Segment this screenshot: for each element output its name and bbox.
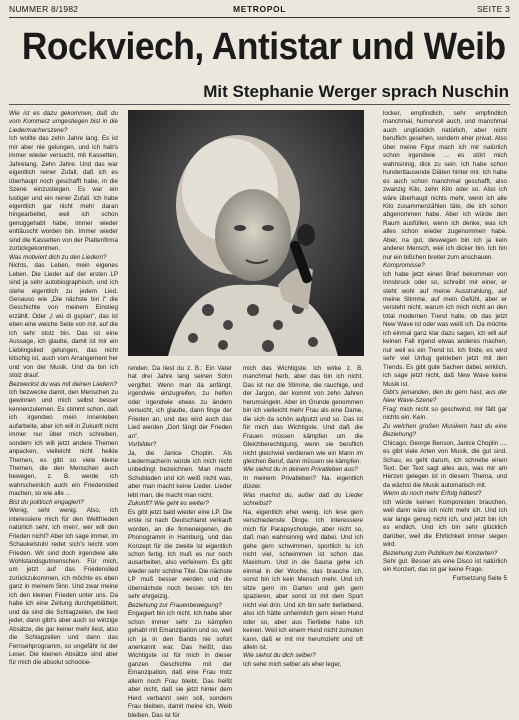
interview-answer: Ja, die Janice Choplin. Als Liedermacherin würde ich mich nicht unbedingt bezeichnen. Man macht Schubladen und ich weiß nicht was, aber man macht keine Lieder. Lieder lebt man, die macht man nicht. — [128, 449, 232, 499]
interview-answer: Es gibt jetzt bald wieder eine LP. Die erste ist nach Deutschland verkauft worden, an die firmeneigenen, die Phonogramm in Hamburg, und das Konzept für die zweite ist eigentlich schon fertig. Ich muß es nur noch ausarbeiten, also verfeinern. Es gibt wieder sehr schöne Titel. Die nächste LP muß besser werden und die übernächste noch besser. Ich bin sehr ehrgeizig. — [128, 508, 232, 601]
interview-answer: Ich wollte das zehn Jahre lang. Es ist mir aber nie gelungen, und ich hab's immer wieder versucht, mit Kassetten, Jahrelang. Zehn Jahre. Und das war eigentlich reiner Zufall, daß ich es überhaupt noch geschafft habe, in die Szene einzusteigen. Es war ein lustiger und ein reiner Zufall. Ich habe eigentlich gar nicht mehr daran hingearbeitet, weil ich schon genuggehabt habe, immer wieder enttäuscht worden bin. Immer wieder sind die Kassetten von der Plattenfirma zurückgekommen. — [9, 135, 118, 253]
interview-question: Zu welchen großen Musikern hast du eine Beziehung? — [383, 422, 507, 439]
page-number: SEITE 3 — [476, 4, 510, 14]
article-column-1 — [9, 110, 118, 668]
interview-question: Was motiviert dich zu den Liedern? — [9, 253, 107, 261]
interview-question: Wie siehst du in deinem Privatleben aus? — [243, 466, 358, 474]
interview-question: Beziehung zur Frauenbewegung? — [128, 601, 222, 609]
article-headline: Rockviech, Antistar und Weib — [21, 26, 506, 68]
interview-question: Gibt's jemanden, den du gern hast, aus der New Wave-Szene? — [383, 388, 507, 405]
interview-answer: Na, eigentlich eher wenig. Ich lese gern verschiedenste Dinge. Ich interessiere mich für Parapsychologie, aber nicht so, daß man wahnsinnig wird dabei. Und ich gehe gern schwimmen, sportlich tu ich nicht viel, schwimmen ist schon das Maximum. Und in die Sauna gehe ich einmal in der Woche, das brauche ich, sonst bin ich kein Mensch mehr. Und ich sitze gern im Garten und geh gern spazieren, aber sonst ist mit dem Sport nicht viel drin. Und ich bin sehr tierliebend, also ich hätte unheimlich gern einen Hund oder so, aber aus Tierliebe habe ich keinen. Weil ich einem Hund nicht zumuten kann, daß er mit mir herumzieht und oft allein ist. — [243, 508, 363, 651]
portrait-photo-illustration — [128, 110, 364, 356]
interview-answer: Ich sehe mich selber als eher leger, — [243, 660, 342, 668]
publication-name: METROPOL — [233, 4, 286, 14]
interview-answer: Ich bezwecke damit, den Menschen zu gewinnen und mich selbst besser kennenzulernen. Es stimmt schon, daß ich irgendwo mein Innenleben aufarbeite, aber ich will in Zukunft nicht immer nur über mich schreiben, sondern ich will jetzt andere Themen anpacken, vielleicht nicht heikle Themen, es gibt so viele kleine Themen, die den Menschen auch bewegen, z. B. werde ich wahrscheinlich auch ein Friedenslied machen, so wie alle ... — [9, 388, 118, 498]
interview-answer: Engagiert bin ich nicht. Ich habe aber schon immer sehr zu kämpfen gehabt mit Emanzipation und so, weil ich ja in den Bands nie sofort anerkannt war. Das heißt, das Wichtigste ist für mich in dieser ganzen Geschichte mit der Emanzipation, daß eine Frau trotz allem noch Frau bleibt. Das heißt aber nicht, daß sie jetzt hinter dem Herd verbannt sein soll, sondern Frau bleiben, damit meine ich, Weib bleiben. Das ist für — [128, 610, 232, 719]
article-subheadline: Mit Stephanie Werger sprach Nuschin — [203, 82, 509, 101]
interview-question: Vorbilder? — [128, 441, 157, 449]
interview-question: Bezweckst du was mit deinen Liedern? — [9, 380, 118, 388]
interview-answer: In meinem Privatleben? Na, eigentlich düster. — [243, 474, 363, 491]
interview-answer: Sehr gut. Besser als eine Disco ist natürlich ein Konzert, das ist gar keine Frage. — [383, 558, 507, 574]
interview-answer: locker, empfindlich, sehr empfindlich manchmal, humorvoll auch, und manchmal auch unglücklich natürlich, aber nicht beruflich gesehen, sondern eher privat. Also über meine Figur mach ich mir natürlich schon irgendwie ... es stört mich wahnsinnig, dick zu sein. Ich habe schon hunderttausende Diäten hinter mir. Ich habe es auch schon manchmal geschafft, also zwanzig Kilo, zehn Kilo oder so. Also ich wäre überhaupt nichts mehr, wenn ich alle Kilo zusammenzählen täte, die ich schon abgenommen habe. Aber ich würde den Raum ausfüllen, wenn ich denke, was ich alles schon wieder zugenommen habe. Aber, na gut, deswegen bin ich ja kein anderer Mensch, weil ich dicker bin. Ich bin nur ein bißchen breiter zum anschauen. — [383, 110, 507, 261]
interview-question: Beziehung zum Publikum bei Konzerten? — [383, 549, 498, 557]
interview-question: Wie ist es dazu gekommen, daß du vom Kommerz umgestiegen bist in die Liedermacherszene? — [9, 110, 118, 134]
interview-question: Was machst du, außer daß du Lieder schreibst? — [243, 491, 363, 508]
interview-answer: Ich habe jetzt einen Brief bekommen von Innsbruck oder so, schreibt mir einer, er steht wohl auf meine Ausstrahlung, auf meine Stimme, auf mein Gefühl, aber er versteht nicht, warum ich mich nicht an den total modernen Trend halte, ob das jetzt New Wave ist oder was weiß ich. Da möchte ich einmal ganz klar dazu sagen, ich will auf keinen Fall irgend etwas anderes machen, nur weil es ein Trend ist. Ich finde, es wird sehr viel Unfug getrieben jetzt mit den Trends. Es gibt gute Sachen dabei, wirklich, ich sage jetzt nicht, daß New Wave keine Musik ist. — [383, 270, 507, 388]
interview-answer: renden. Da liest du z. B.: Ein Vater hat drei Jahre lang seinen Sohn vergiftet. Wenn man da anfängt, irgendwie einzugreifen, zu helfen oder irgendwie etwas zu ändern versucht, ich glaube, dann finge der Frieden an, und das wird auch das Lied werden „Dort fängt der Frieden an". — [128, 365, 232, 440]
interview-answer: Chicago, George Benson, Janice Choplin ..., es gibt viele Arten von Musik, die gut sind. Schau, es geht darum, ich schreibe einen Text. Der Text sagt alles aus, was mir am Herzen gelegen ist in diesem Thema, und da wächst die Musik automatisch mit. — [383, 439, 507, 489]
interview-question: Kompromisse? — [383, 262, 425, 270]
interview-answer: Frag' mich nicht so geschwind, mir fällt gar nichts ein. Kein. — [383, 405, 507, 422]
article-column-2 — [128, 365, 232, 720]
issue-number: NUMMER 8/1982 — [9, 4, 79, 14]
portrait-photo — [128, 110, 364, 356]
interview-answer: Nichts, das Leben, mein eigenes Leben. Die Lieder auf der ersten LP sind ja sehr autobiographisch, und ich stehe eigentlich zu jedem Lied. Genauso wie „Die nächste bin i" die Geschichte von meinem Einstieg erzählt. Oder „I wü di gspian", das ist eben eine weiche Seite von mir, auf die ich sehr stolz bin. Das ist eine Aussage, ich glaube, damit ist mir ein Lieblingslied gelungen, das nicht kitschig ist, auch vom Arrangement her und von der Musik. Und da bin ich stolz drauf. — [9, 262, 118, 380]
interview-answer: Wenig, sehr wenig. Also, ich interessiere mich für den Weltfrieden natürlich sehr, ich mein', wer will den Frieden nicht? Aber ich sage immer, im Schaukelstuhl redet sich's leicht vom Frieden. Wir sind doch irgendwie alle Wohlstandsgutmenschen. Für mich, um jetzt auf das Friedenslied zurückzukommen, ich möchte es eben ganz in meinem Sinn. Und zwar meine ich den kleinen Frieden unter uns. Da habe ich eine Zeitung durchgeblättert, und da sind die Schlagzeilen, die liest jeder, dann gibt's aber auch so winzige Absätze, die gar keiner mehr liest, also die Schlagzeilen und dann das Fernsehprogramm, so ungefähr ist der Leser. Die kleinen Absätze sind aber für mich die absolut schockie- — [9, 507, 118, 667]
article-column-4 — [383, 110, 507, 583]
headline-rule — [9, 104, 510, 105]
interview-question: Zukunft? Wie geht es weiter? — [128, 500, 209, 508]
interview-question: Bist du politisch engagiert? — [9, 498, 84, 506]
page-header — [9, 4, 510, 16]
article-column-3 — [243, 365, 363, 669]
interview-question: Wie siehst du dich selber? — [243, 652, 316, 660]
continuation-note: Fortsetzung Seite 5 — [452, 574, 507, 582]
header-rule — [9, 17, 510, 18]
interview-question: Wenn du noch mehr Erfolg hättest? — [383, 490, 482, 498]
interview-answer: Ich würde keinen Komponisten brauchen, weil dann wäre ich nicht mehr ich. Und ich war lange genug nicht ich, und jetzt bin ich es endlich. Und ich bin sehr glücklich darüber, weil die Ehrlichkeit immer siegen wird. — [383, 498, 507, 549]
interview-answer: mich das Wichtigste. Ich wirke z. B. manchmal herb, aber das bin ich nicht. Das ist nur die Stimme, die rauchige, und der Jargon, der kommt von zehn Jahren herumsingeln. Aber im Grunde genommen bin ich vielleicht mehr Frau als eine Dame, die sich da schön aufputzt und so. Das ist für mich das Wichtigste. Und daß die Frauen müssen kämpfen um die Gleichberechtigung, wenn sie beruflich nicht gleichviel verdienen wie ein Mann im gleichen Beruf, dann müssen sie kämpfen. — [243, 365, 363, 465]
